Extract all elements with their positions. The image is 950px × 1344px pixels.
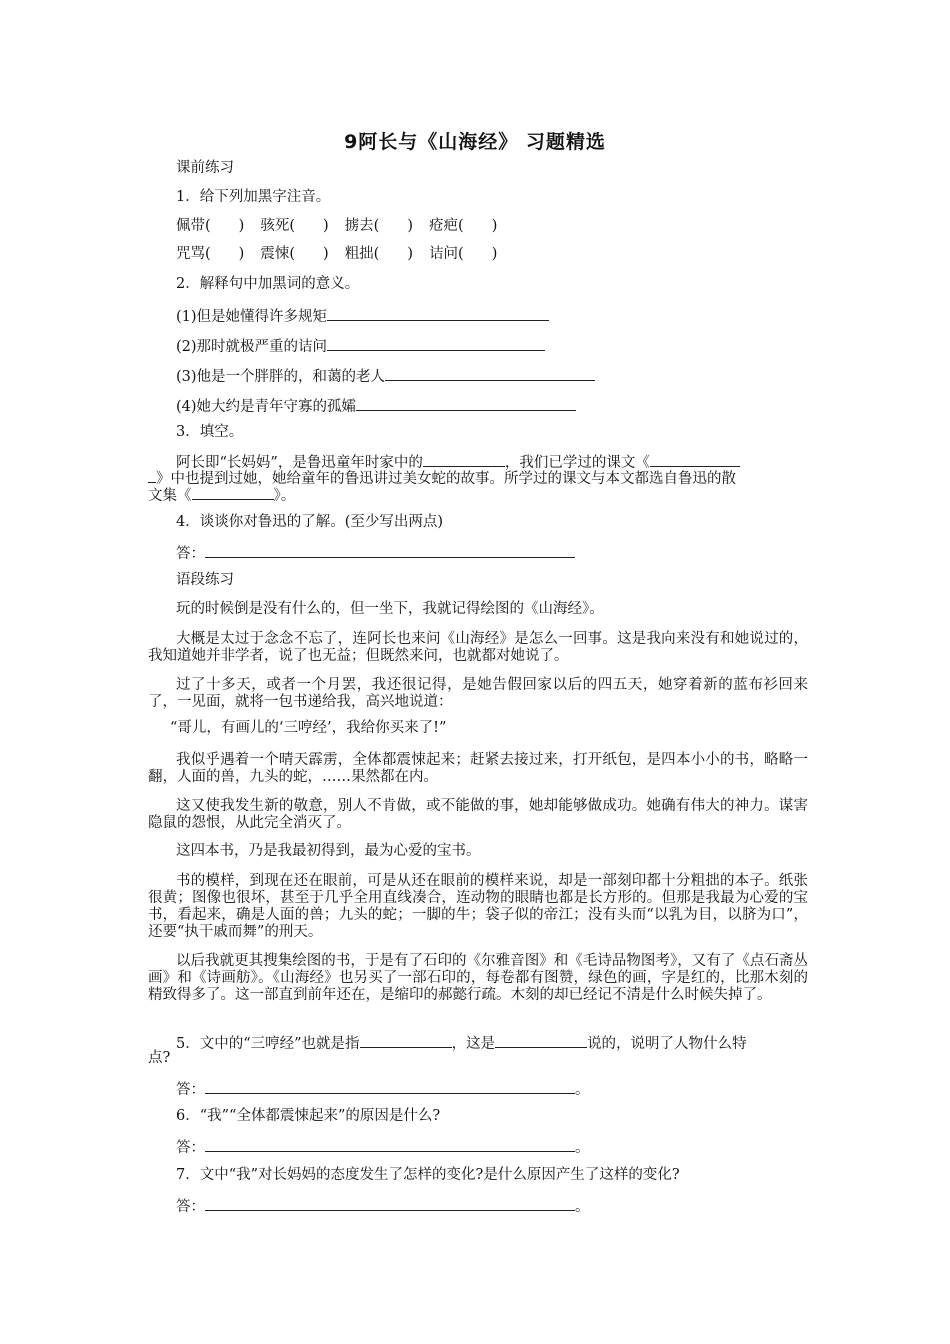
paren: ) (323, 246, 329, 262)
passage-paragraph: “哥儿，有画儿的‘三哼经’，我给你买来了!” (170, 720, 447, 736)
section-heading-pre: 课前练习 (176, 160, 234, 176)
question-3-line-3: 文集《 》。 (148, 485, 295, 505)
paren: ) (407, 218, 414, 234)
question-1-row-2 (176, 246, 497, 263)
question-5-answer: 答： 。 (176, 1079, 590, 1099)
passage-paragraph: 过了十多天，或者一个月罢，我还很记得，是她告假回家以后的四五天，她穿着新的蓝布衫回来了，一见面，就将一包书递给我，高兴地说道： (148, 677, 808, 710)
question-4-answer: 答： (176, 543, 575, 563)
passage-paragraph: 我似乎遇着一个晴天霹雳，全体都震悚起来；赶紧去接过来，打开纸包，是四本小小的书，略略一翻，人面的兽，九头的蛇，……果然都在内。 (148, 752, 808, 785)
answer-blank[interactable] (495, 1033, 587, 1048)
question-2-item-4: (4)她大约是青年守寡的孤孀 (176, 396, 576, 416)
answer-blank[interactable] (327, 336, 545, 351)
question-2-item-2: (2)那时就极严重的诘问 (176, 336, 545, 356)
page-title: 9阿长与《山海经》 习题精选 (344, 131, 606, 153)
question-1-prompt: 1．给下列加黑字注音。 (176, 189, 331, 205)
paren: ) (491, 246, 498, 262)
answer-blank[interactable] (423, 452, 505, 467)
answer-blank[interactable] (360, 1033, 452, 1048)
answer-blank[interactable] (148, 468, 156, 483)
answer-blank[interactable] (650, 452, 740, 467)
paren: ) (491, 218, 498, 234)
question-5-line-2: 点? (148, 1050, 171, 1066)
passage-paragraph: 这四本书，乃是我最初得到，最为心爱的宝书。 (176, 843, 481, 859)
passage-paragraph: 书的模样，到现在还在眼前，可是从还在眼前的模样来说，却是一部刻印都十分粗拙的本子。纸张很黄；图像也很坏，甚至于几乎全用直线凑合，连动物的眼睛也都是长方形的。但那是我最为心爱的宝书，看起来，确是人面的兽；九头的蛇；一脚的牛；袋子似的帝江；没有头而“以乳为目，以脐为口”，还要“执干戚而舞”的刑天。 (148, 873, 808, 940)
paren: ) (407, 246, 414, 262)
question-2-prompt: 2．解释句中加黑词的意义。 (176, 276, 360, 292)
paren: ) (238, 218, 245, 234)
answer-blank[interactable] (205, 1196, 575, 1211)
answer-blank[interactable] (356, 396, 576, 411)
question-6-prompt: 6．“我”“全体都震悚起来”的原因是什么? (176, 1108, 441, 1124)
question-2-item-3: (3)他是一个胖胖的，和蔼的老人 (176, 366, 595, 386)
question-5-line-1: 5．文中的“三哼经”也就是指 ，这是 说的，说明了人物什么特 (176, 1033, 747, 1053)
answer-blank[interactable] (205, 1079, 575, 1094)
answer-blank[interactable] (205, 543, 575, 558)
paren: ) (323, 218, 329, 234)
term: 骇死( (260, 218, 296, 234)
question-3-prompt: 3．填空。 (176, 424, 244, 440)
answer-blank[interactable] (192, 485, 274, 500)
passage-paragraph: 大概是太过于念念不忘了，连阿长也来问《山海经》是怎么一回事。这是我向来没有和她说过的，我知道她并非学者，说了也无益；但既然来问，也就都对她说了。 (148, 631, 808, 664)
term: 佩带( (176, 218, 211, 234)
question-7-prompt: 7．文中“我”对长妈妈的态度发生了怎样的变化?是什么原因产生了这样的变化? (176, 1167, 680, 1183)
question-3-line-1: 阿长即“长妈妈”，是鲁迅童年时家中的 ，我们已学过的课文《 (176, 452, 740, 472)
passage-paragraph: 以后我就更其搜集绘图的书，于是有了石印的《尔雅音图》和《毛诗品物图考》，又有了《点石斋丛画》和《诗画舫》。《山海经》也另买了一部石印的，每卷都有图赞，绿色的画，字是红的，比那木刻的精致得多了。这一部直到前年还在，是缩印的郝懿行疏。木刻的却已经记不清是什么时候失掉了。 (148, 953, 808, 1003)
term: 疮疤( (429, 218, 464, 234)
question-1-row-1 (176, 218, 497, 235)
term: 诘问( (429, 246, 464, 262)
question-2-item-1: (1)但是她懂得许多规矩 (176, 306, 549, 326)
passage-paragraph: 玩的时候倒是没有什么的，但一坐下，我就记得绘图的《山海经》。 (176, 601, 604, 617)
passage-paragraph: 这又使我发生新的敬意，别人不肯做，或不能做的事，她却能够做成功。她确有伟大的神力。谋害隐鼠的怨恨，从此完全消灭了。 (148, 798, 808, 831)
question-6-answer: 答： 。 (176, 1137, 590, 1157)
answer-blank[interactable] (327, 306, 549, 321)
term: 掳去( (344, 218, 380, 234)
question-3-line-2: 》中也提到过她，她给童年的鲁迅讲过美女蛇的故事。所学过的课文与本文都选自鲁迅的散 (148, 468, 736, 488)
question-4-prompt: 4．谈谈你对鲁迅的了解。(至少写出两点) (176, 514, 444, 530)
answer-blank[interactable] (205, 1137, 575, 1152)
answer-blank[interactable] (385, 366, 595, 381)
term: 咒骂( (176, 246, 211, 262)
term: 震悚( (260, 246, 296, 262)
question-7-answer: 答： 。 (176, 1196, 590, 1216)
paren: ) (238, 246, 245, 262)
term: 粗拙( (344, 246, 380, 262)
section-heading-passage: 语段练习 (176, 572, 234, 588)
